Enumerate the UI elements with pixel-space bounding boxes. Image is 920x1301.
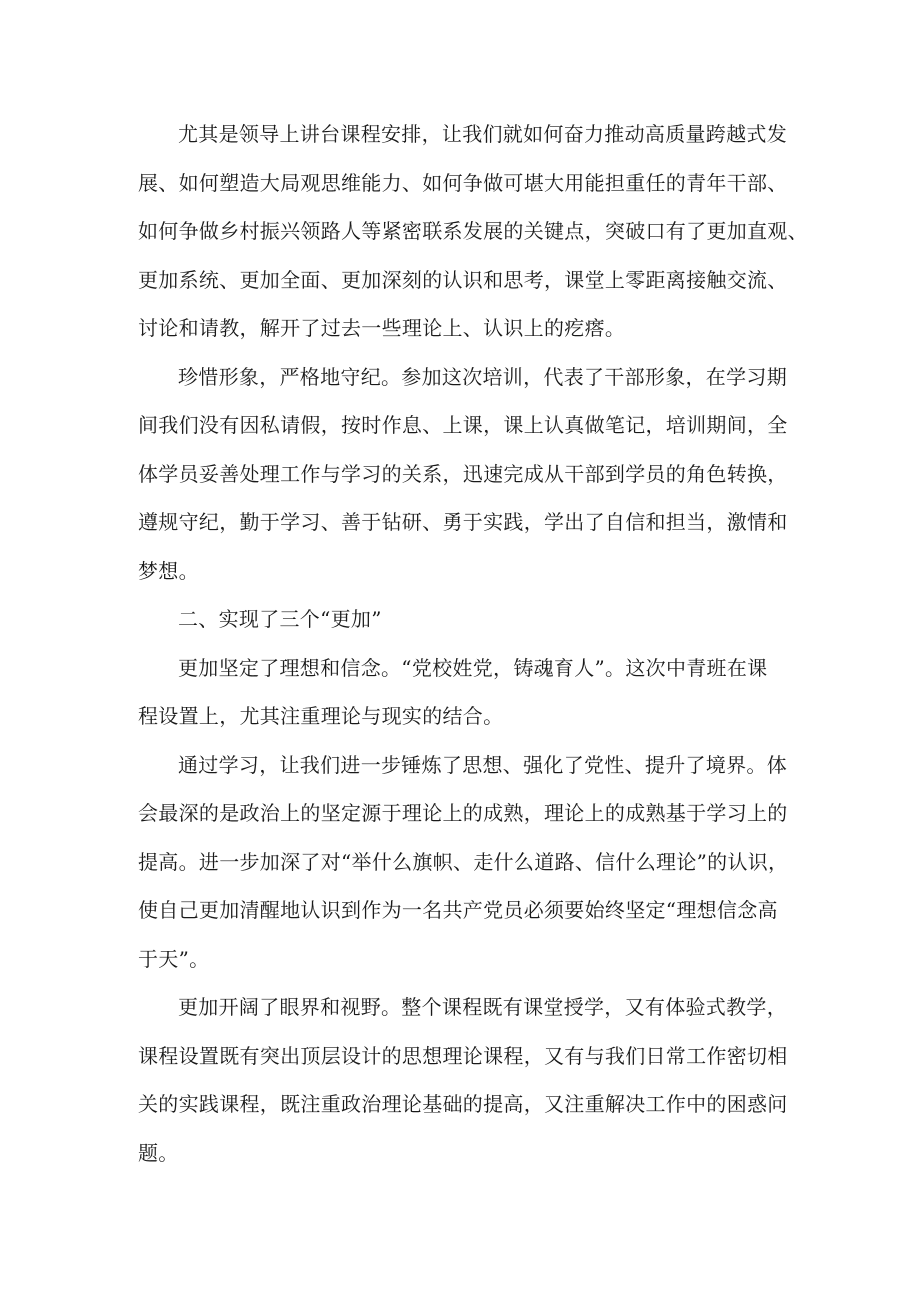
text-line: 更加系统、更加全面、更加深刻的认识和思考，课堂上零距离接触交流、 [138,267,788,292]
section-heading: 二、实现了三个“更加” [178,607,382,631]
text-line: 课程设置既有突出顶层设计的思想理论课程，又有与我们日常工作密切相 [138,1043,788,1068]
text-line: 展、如何塑造大局观思维能力、如何争做可堪大用能担重任的青年干部、 [138,170,788,195]
text-line: 梦想。 [138,558,199,583]
text-line: 遵规守纪，勤于学习、善于钻研、勇于实践，学出了自信和担当，激情和 [138,510,788,534]
text-line: 程设置上，尤其注重理论与现实的结合。 [138,704,504,728]
text-line: 通过学习，让我们进一步锤炼了思想、强化了党性、提升了境界。体 [178,752,787,777]
text-line: 会最深的是政治上的坚定源于理论上的成熟，理论上的成熟基于学习上的 [138,801,788,825]
text-line: 尤其是领导上讲台课程安排，让我们就如何奋力推动高质量跨越式发 [178,122,787,146]
text-line: 于天”。 [138,946,210,971]
text-line: 提高。进一步加深了对“举什么旗帜、走什么道路、信什么理论”的认识， [138,849,789,874]
text-line: 珍惜形象，严格地守纪。参加这次培训，代表了干部形象，在学习期 [178,364,787,389]
text-line: 题。 [138,1140,179,1165]
text-line: 更加开阔了眼界和视野。整个课程既有课堂授学，又有体验式教学， [178,995,787,1019]
text-line: 讨论和请教，解开了过去一些理论上、认识上的疙瘩。 [138,316,626,340]
text-line: 如何争做乡村振兴领路人等紧密联系发展的关键点，突破口有了更加直观、 [138,219,808,243]
text-line: 更加坚定了理想和信念。“党校姓党，铸魂育人”。这次中青班在课 [178,655,768,680]
text-line: 使自己更加清醒地认识到作为一名共产党员必须要始终坚定“理想信念高 [138,898,778,922]
text-line: 体学员妥善处理工作与学习的关系，迅速完成从干部到学员的角色转换， [138,461,788,486]
text-line: 间我们没有因私请假，按时作息、上课，课上认真做笔记，培训期间，全 [138,413,788,437]
document-body [138,110,808,1177]
text-line: 关的实践课程，既注重政治理论基础的提高，又注重解决工作中的困惑问 [138,1092,788,1116]
